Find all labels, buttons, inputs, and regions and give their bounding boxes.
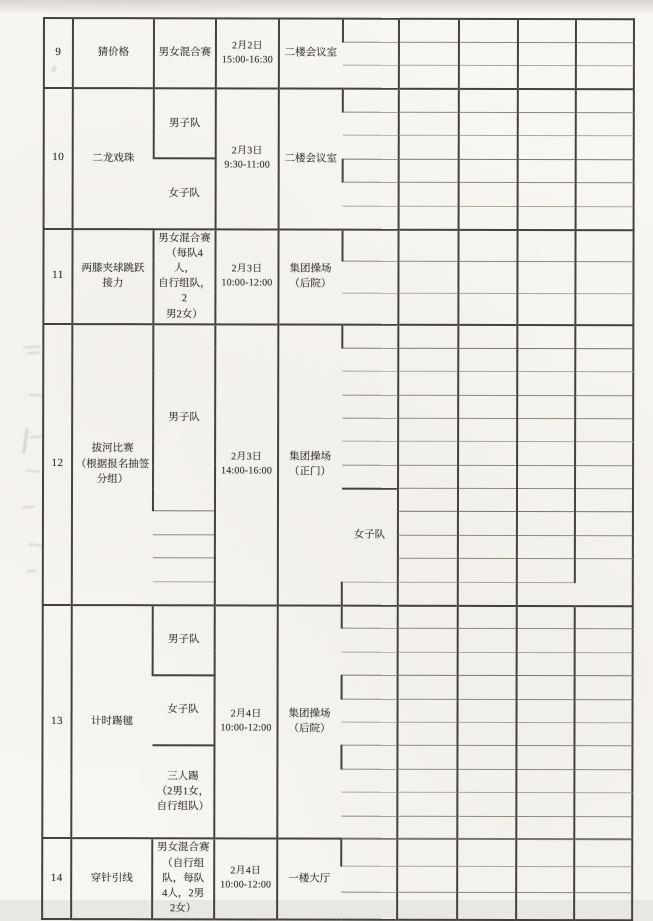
empty-grid-cell [398,558,458,582]
empty-grid-cell [342,582,398,606]
empty-grid-cell [458,442,517,466]
empty-grid-cell [517,372,575,396]
empty-grid-cell [399,66,459,90]
empty-grid-cell [398,465,458,489]
empty-grid-cell [458,535,517,559]
empty-grid-cell [399,42,459,66]
empty-grid-cell [398,535,458,559]
empty-grid-cell [517,489,575,513]
time-cell: 2月4日 10:00-12:00 [214,605,277,839]
pencil-smudge [30,435,42,438]
empty-grid-cell [575,465,633,489]
empty-grid-cell [517,535,575,559]
empty-grid-cell [342,293,398,325]
empty-grid-cell [399,206,459,230]
empty-grid-cell [457,793,516,817]
empty-grid-cell [398,605,458,629]
empty-grid-cell [576,43,634,67]
empty-grid-cell [458,512,517,536]
scan-edge-shadow [0,0,653,14]
empty-grid-cell [575,629,633,653]
event-name-cell: 穿针引线 [71,838,152,918]
empty-grid-cell [575,606,633,630]
empty-grid-cell [342,465,398,489]
empty-grid-cell [576,136,634,160]
empty-grid-cell [459,206,518,230]
empty-grid-cell [342,675,398,699]
empty-grid-cell [457,893,516,920]
empty-grid-cell [343,19,399,43]
empty-grid-cell [457,722,516,746]
empty-grid-cell [397,722,457,746]
empty-grid-cell [516,893,574,920]
empty-grid-cell [517,606,575,630]
empty-grid-cell [458,325,517,349]
row-number-cell: 14 [42,838,71,918]
empty-grid-cell [575,419,633,443]
empty-grid-cell [342,441,398,465]
empty-grid-cell [457,769,516,793]
empty-grid-cell [518,113,576,137]
empty-grid-cell [517,261,575,293]
empty-grid-cell [517,293,575,325]
empty-grid-cell [459,112,518,136]
empty-grid-cell [458,559,517,583]
event-name-cell: 计时踢毽 [71,605,152,839]
empty-grid-cell [517,512,575,536]
row-number-cell: 9 [44,18,73,88]
empty-grid-cell [397,866,457,893]
empty-grid-cell [575,261,633,293]
empty-grid-cell [342,418,398,442]
time-cell: 2月4日 10:00-12:00 [214,839,277,919]
empty-grid-cell [458,652,517,676]
empty-grid-cell [398,371,458,395]
empty-grid-cell [516,839,574,866]
empty-grid-cell [153,558,215,582]
time-cell: 2月3日 10:00-12:00 [215,229,278,324]
empty-grid-cell [343,112,399,136]
empty-grid-cell [575,372,633,396]
empty-grid-cell [341,792,397,816]
empty-grid-cell [575,676,633,700]
empty-grid-cell [575,395,633,419]
empty-grid-cell [342,348,398,372]
empty-grid-cell [342,324,398,348]
empty-grid-cell [397,769,457,793]
empty-grid-cell [518,206,576,230]
empty-grid-cell [518,159,576,183]
empty-grid-cell [576,66,634,90]
empty-grid-cell [575,535,633,559]
empty-grid-cell [518,183,576,207]
empty-grid-cell [153,535,215,559]
empty-grid-cell [458,348,517,372]
empty-grid-cell [397,746,457,770]
empty-grid-cell [398,442,458,466]
empty-grid-cell [398,699,458,723]
empty-grid-cell [399,112,459,136]
group-cell: 男子队 [154,88,216,158]
group-cell: 男子队 [153,324,215,511]
row-number-cell: 13 [42,605,71,839]
empty-grid-cell [341,839,397,866]
empty-grid-cell [342,371,398,395]
empty-grid-cell [517,559,575,583]
empty-grid-cell [459,19,518,43]
empty-grid-cell [398,325,458,349]
empty-grid-cell [574,866,632,893]
empty-grid-cell [397,792,457,816]
empty-grid-cell [518,89,576,113]
empty-grid-cell [397,893,457,920]
empty-grid-cell [574,769,632,793]
empty-grid-cell [459,136,518,160]
empty-grid-cell [576,113,634,137]
schedule-table [41,17,635,921]
empty-grid-cell [575,652,633,676]
empty-grid-cell [574,816,632,840]
empty-grid-cell [516,816,574,840]
pencil-smudge [25,470,40,473]
empty-grid-cell [576,159,634,183]
empty-grid-cell [457,746,516,770]
empty-grid-cell [517,325,575,349]
group-cell: 女子队 [342,488,398,582]
empty-grid-cell [574,746,632,770]
empty-grid-cell [459,183,518,207]
empty-grid-cell [342,261,398,293]
empty-grid-cell [517,418,575,442]
empty-grid-cell [341,745,397,769]
empty-grid-cell [574,793,632,817]
time-cell: 2月3日 9:30-11:00 [216,89,279,229]
empty-grid-cell [458,629,517,653]
empty-grid-cell [398,261,458,293]
empty-grid-cell [516,722,574,746]
empty-grid-cell [153,581,215,605]
empty-grid-cell [517,582,575,606]
empty-grid-cell [397,816,457,840]
row-number-cell: 11 [43,229,72,324]
group-cell: 男女混合赛 （每队4人， 自行组队，2 男2女） [153,229,215,324]
empty-grid-cell [399,136,459,160]
empty-grid-cell [398,582,458,606]
group-cell: 男子队 [153,605,215,675]
empty-grid-cell [458,395,517,419]
empty-grid-cell [518,66,576,90]
pencil-smudge [22,428,29,454]
empty-grid-cell [457,866,516,893]
empty-grid-cell [458,488,517,512]
empty-grid-cell [575,559,633,583]
empty-grid-cell [343,182,399,206]
empty-grid-cell [398,629,458,653]
group-cell: 女子队 [154,159,216,229]
row-number-cell: 10 [44,88,73,228]
empty-grid-cell [398,229,458,261]
empty-grid-cell [518,42,576,66]
empty-grid-cell [517,676,575,700]
empty-grid-cell [399,159,459,183]
empty-grid-cell [516,793,574,817]
empty-grid-cell [575,230,633,262]
empty-grid-cell [343,136,399,160]
empty-grid-cell [342,395,398,419]
empty-grid-cell [459,89,518,113]
empty-grid-cell [398,512,458,536]
row-number-cell: 12 [43,324,73,605]
empty-grid-cell [458,676,517,700]
empty-grid-cell [343,42,399,66]
location-cell: 二楼会议室 [279,18,343,88]
empty-grid-cell [458,605,517,629]
empty-grid-cell [398,488,458,512]
empty-grid-cell [517,465,575,489]
empty-grid-cell [458,465,517,489]
empty-grid-cell [398,675,458,699]
empty-grid-cell [575,489,633,513]
empty-grid-cell [457,816,516,840]
empty-grid-cell [576,183,634,207]
empty-grid-cell [153,511,215,535]
empty-grid-cell [517,442,575,466]
pencil-smudge [24,345,40,348]
empty-grid-cell [457,839,516,866]
empty-grid-cell [518,136,576,160]
empty-grid-cell [516,866,574,893]
empty-grid-cell [398,652,458,676]
empty-grid-cell [342,629,398,653]
empty-grid-cell [397,839,457,866]
empty-grid-cell [342,652,398,676]
empty-grid-cell [341,892,397,919]
empty-grid-cell [518,19,576,43]
empty-grid-cell [342,605,398,629]
empty-grid-cell [516,769,574,793]
empty-grid-cell [575,293,633,325]
empty-grid-cell [574,723,632,747]
empty-grid-cell [341,866,397,893]
empty-grid-cell [575,325,633,349]
event-name-cell: 拔河比赛 （根据报名抽签 分组） [72,324,154,605]
empty-grid-cell [458,418,517,442]
empty-grid-cell [576,19,634,43]
location-cell: 集团操场 （后院） [278,229,342,324]
location-cell: 二楼会议室 [279,89,343,229]
empty-grid-cell [575,442,633,466]
empty-grid-cell [341,769,397,793]
empty-grid-cell [458,261,517,293]
location-cell: 集团操场 （后院） [277,605,341,839]
empty-grid-cell [517,230,575,262]
empty-grid-cell [516,746,574,770]
time-cell: 2月3日 14:00-16:00 [215,324,279,605]
event-name-cell: 两膝夹球跳跃 接力 [72,229,153,324]
empty-grid-cell [342,229,398,261]
empty-grid-cell [398,395,458,419]
pencil-smudge [26,570,37,573]
empty-grid-cell [458,699,517,723]
empty-grid-cell [574,840,632,867]
empty-grid-cell [343,206,399,230]
group-cell: 男女混合赛 （自行组 队，每队 4人，2男 2女） [152,839,214,919]
empty-grid-cell [399,19,459,43]
location-cell: 集团操场 （正门） [278,324,343,605]
empty-grid-cell [458,293,517,325]
empty-grid-cell [459,66,518,90]
pencil-smudge [28,543,42,546]
empty-grid-cell [576,89,634,113]
empty-grid-cell [517,348,575,372]
empty-grid-cell [517,699,575,723]
empty-grid-cell [574,893,632,920]
empty-grid-cell [343,65,399,89]
empty-grid-cell [343,89,399,113]
empty-grid-cell [575,512,633,536]
empty-grid-cell [517,652,575,676]
empty-grid-cell [517,395,575,419]
pencil-smudge [27,352,40,354]
group-cell: 女子队 [152,675,214,745]
empty-grid-cell [398,418,458,442]
empty-grid-cell [398,348,458,372]
pencil-smudge [29,394,43,397]
empty-grid-cell [342,699,398,723]
group-cell: 三人踢 （2男1女， 自行组队） [152,745,214,839]
empty-grid-cell [341,816,397,840]
empty-grid-cell [399,89,459,113]
empty-grid-cell [343,159,399,183]
empty-grid-cell [575,348,633,372]
empty-grid-cell [459,42,518,66]
group-cell: 男女混合赛 [154,18,216,88]
empty-grid-cell [399,182,459,206]
empty-grid-cell [576,206,634,230]
empty-grid-cell [458,582,517,606]
empty-grid-cell [517,629,575,653]
empty-grid-cell [458,229,517,261]
pencil-smudge [22,506,34,509]
empty-grid-cell [458,371,517,395]
empty-grid-cell [575,699,633,723]
event-name-cell: 二龙戏珠 [73,88,154,229]
event-name-cell: 猜价格 [73,18,154,88]
empty-grid-cell [459,159,518,183]
empty-grid-cell [341,722,397,746]
time-cell: 2月2日 15:00-16:30 [216,18,279,88]
empty-grid-cell [398,293,458,325]
location-cell: 一楼大厅 [277,839,341,919]
